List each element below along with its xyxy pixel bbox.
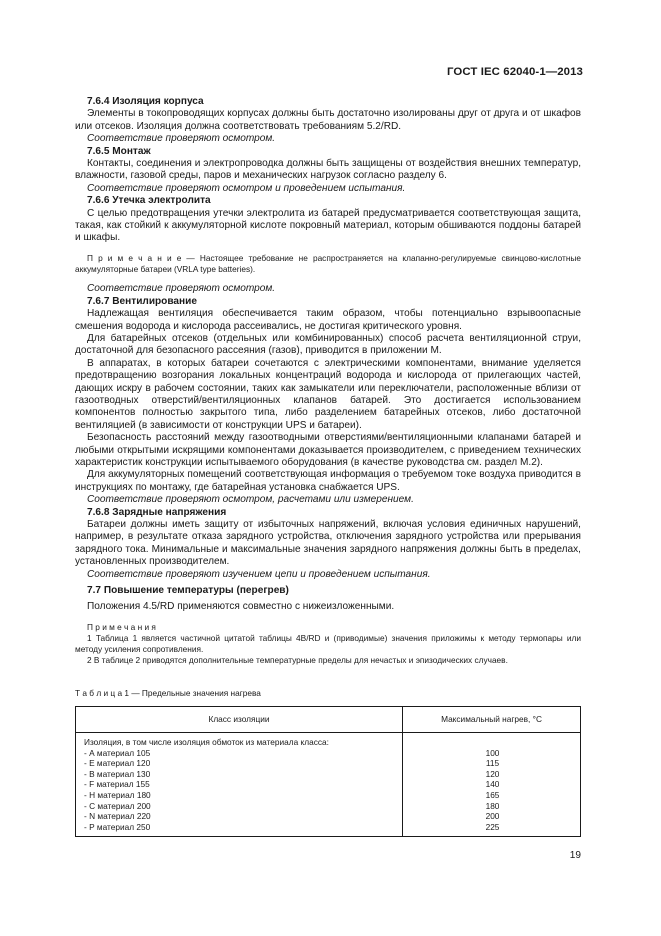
section-7-6-8-check: Соответствие проверяют изучением цепи и проведением испытания. [87,568,431,580]
page-number: 19 [569,850,581,861]
table-row-class: - С материал 200 [84,800,151,811]
table-row-class: - Р материал 250 [84,821,151,832]
section-7-6-8-title: 7.6.8 Зарядные напряжения [87,506,227,518]
table-row-class: - N материал 220 [84,811,151,822]
table-row-class: - Е материал 120 [84,758,151,769]
column-header-class: Класс изоляции [76,707,403,733]
section-7-6-4-paragraph: Элементы в токопроводящих корпусах должны быть достаточно изолированы друг от друга и от шкафов или отсеков. Изоляция должна соответствовать требованиям 5.2/RD. [75,108,581,132]
table-row-class: - Н материал 180 [84,789,151,800]
table-row-value: 225 [485,821,500,832]
section-7-7-title: 7.7 Повышение температуры (перегрев) [87,585,289,597]
table-body-row [76,733,581,837]
max-heating-cell [403,733,581,837]
section-7-6-7-paragraph-1: Надлежащая вентиляция обеспечивается таким образом, чтобы потенциально взрывоопасные смешения водорода и кислорода рассеивались, не достигая критического уровня. [75,308,581,332]
section-7-6-8-paragraph: Батареи должны иметь защиту от избыточных напряжений, включая условия единичных нарушений, например, в результате отказа зарядного устройства, отключения зарядного устройства или прерывания зарядного тока. Минимальные и максимальные значения зарядного напряжения должны быть в пределах, установленных производителем. [75,519,581,568]
table-caption-text: 1 — Предельные значения нагрева [122,688,261,698]
section-7-7-notes-label: П р и м е ч а н и я [87,621,156,632]
table-row-class: - F материал 155 [84,779,150,790]
table-header-row [76,707,581,733]
table-row-value: 180 [485,800,500,811]
table-intro-text: Изоляция, в том числе изоляция обмоток из материала класса: [84,737,329,747]
section-7-6-5-check: Соответствие проверяют осмотром и проведением испытания. [87,182,406,194]
section-7-6-7-paragraph-5: Для аккумуляторных помещений соответствующая информация о требуемом токе воздуха приводится в инструкциях по монтажу, где батарейная установка снабжается UPS. [75,469,581,493]
document-header: ГОСТ IEC 62040-1—2013 [446,66,583,78]
table-row-class: - А материал 105 [84,747,151,758]
section-7-6-6-note [75,253,581,275]
section-7-6-7-paragraph-2: Для батарейных отсеков (отдельных или комбинированных) способ расчета вентиляционной струи, достаточной для безопасного рассеяния (газов), приводится в приложении М. [75,332,581,357]
table-row-value: 120 [485,768,500,779]
note-label: П р и м е ч а н и е [87,252,182,263]
section-7-6-7-title: 7.6.7 Вентилирование [87,295,197,307]
note-text: — Настоящее требование не распространяется на клапанно-регулируемые свинцово-кислотные аккумуляторные батареи (VRLA type batteries). [75,252,582,275]
section-7-6-6-check: Соответствие проверяют осмотром. [87,283,276,295]
section-7-6-6-paragraph: С целью предотвращения утечки электролита из батарей предусматривается соответствующая защита, такая, как стойкий к аккумуляторной кислоте покровный материал, которым обшиваются поддоны батарей и шкафы. [75,207,581,244]
table-1-caption [75,688,261,698]
column-header-max-heating: Максимальный нагрев, °С [403,707,581,733]
table-row-value: 140 [485,779,500,790]
table-row-class: - В материал 130 [84,768,151,779]
section-7-6-7-paragraph-4: Безопасность расстояний между газоотводными отверстиями/вентиляционными клапанами батарей и любыми открытыми искрящими компонентами доказывается производителем, с приведением технических характеристик конструкции испытываемого оборудования (в качестве руководства см. раздел М.2). [75,432,581,468]
section-7-6-5-paragraph: Контакты, соединения и электропроводка должны быть защищены от воздействия внешних температур, влажности, газовой среды, паров и механических нагрузок согласно разделу 6. [75,158,581,182]
section-7-6-4-title: 7.6.4 Изоляция корпуса [87,96,204,107]
table-row-value: 100 [485,747,500,758]
table-row-value: 165 [485,789,500,800]
document-body [75,96,581,667]
table-caption-label: Т а б л и ц а [75,688,123,698]
section-7-7-paragraph: Положения 4.5/RD применяются совместно с нижеизложенными. [87,601,395,613]
section-7-6-4-check: Соответствие проверяют осмотром. [87,133,276,145]
section-7-7-note-1: 1 Таблица 1 является частичной цитатой таблицы 4В/RD и (приводимые) значения приложимы к методу термопары или методу усиления сопротивления. [75,633,581,655]
table-row-value: 115 [485,758,500,769]
section-7-6-6-title: 7.6.6 Утечка электролита [87,195,211,207]
table-1 [75,706,581,837]
section-7-6-7-check: Соответствие проверяют осмотром, расчетами или измерением. [87,494,414,506]
section-7-7-note-2: 2 В таблице 2 приводятся дополнительные температурные пределы для нечастых и эпизодических случаев. [87,655,508,666]
insulation-class-cell [76,733,403,837]
section-7-6-5-title: 7.6.5 Монтаж [87,145,151,157]
table-row-value: 200 [485,811,500,822]
section-7-6-7-paragraph-3: В аппаратах, в которых батареи сочетаются с электрическими компонентами, внимание уделяется предотвращению возгорания локальных концентраций водорода и кислорода от прилегающих частей, дающих искру в рабочем состоянии, таких как замыкатели или переключатели, расположенные вблизи от газоотводных отверстий/вентиляционных клапанов батарей. Это достигается использованием компонентов полностью закрытого типа, либо разделением батарейных отсеков, либо достаточной вентиляцией (в зависимости от конструкции UPS и батареи). [75,357,581,431]
